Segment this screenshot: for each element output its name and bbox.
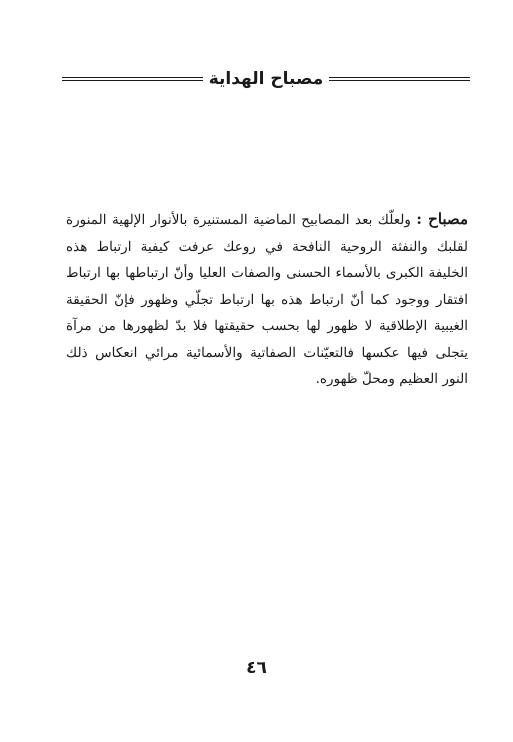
header-rule-left (62, 77, 203, 81)
paragraph-lead: مصباح : (416, 210, 468, 228)
page-number: ٤٦ (246, 658, 267, 678)
header-rule-right (329, 77, 470, 81)
running-header (62, 68, 470, 90)
paragraph-text: ولعلّك بعد المصابيح الماضية المستنيرة بالأنوار الإلهية المنورة لقلبك والنفثة الروحية النافحة في روعك عرفت كيفية ارتباط هذه الخليفة الكبرى بالأسماء الحسنى والصفات العليا وأنّ ارتباطها بها ارتباط افتقار ووجود كما أنّ ارتباط هذه بها ارتباط تجلّي وظهور فإنّ الحقيقة الغيبية الإطلاقية لا ظهور لها بحسب حقيقتها فلا بدّ لظهورها من مرآة يتجلى فيها عكسها فالتعيّنات الصفاتية والأسمائية مرائي انعكاس ذلك النور العظيم ومحلّ ظهوره. (66, 212, 468, 387)
running-header-title: مصباح الهداية (208, 69, 324, 89)
body-paragraph (66, 206, 468, 393)
